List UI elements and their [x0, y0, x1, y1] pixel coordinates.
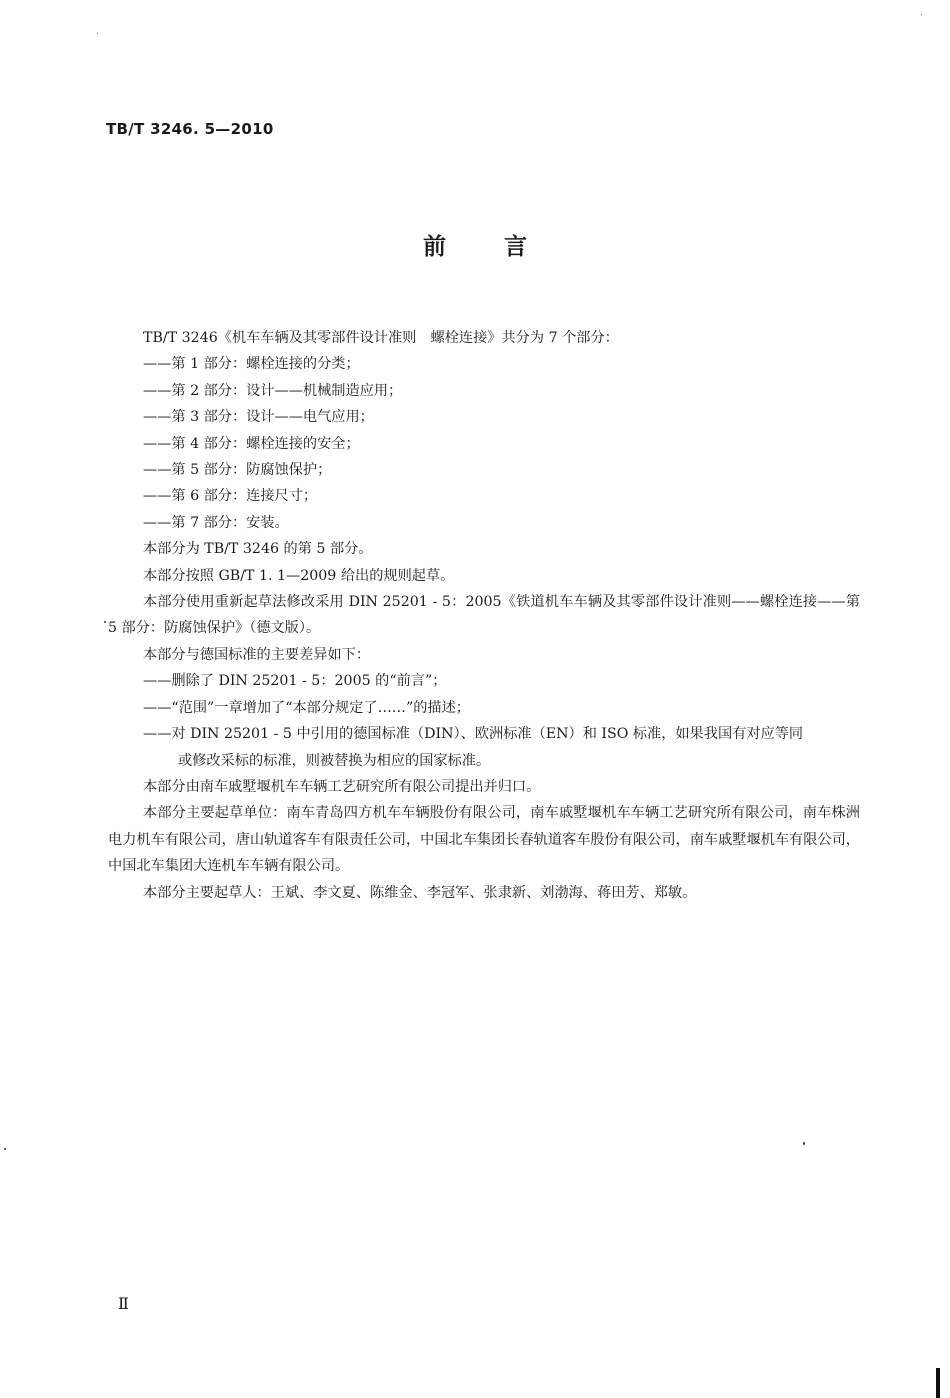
- title-char-1: 前: [423, 234, 446, 260]
- adoption-paragraph: 本部分使用重新起草法修改采用 DIN 25201 - 5：2005《铁道机车车辆及其零部件设计准则——螺栓连接——第 5 部分：防腐蚀保护》（德文版）。: [108, 594, 860, 637]
- scan-edge-mark: [936, 1368, 940, 1398]
- part-list-item: ——第 3 部分：设计——电气应用；: [143, 409, 374, 426]
- difference-list-item: [108, 721, 860, 774]
- differences-paragraph: 本部分与德国标准的主要差异如下：: [143, 646, 371, 663]
- foreword-body: [108, 325, 860, 906]
- drafting-units-paragraph: 本部分主要起草单位：南车青岛四方机车车辆股份有限公司，南车戚墅堰机车车辆工艺研究所有限公司，南车株洲电力机车有限公司，唐山轨道客车有限责任公司，中国北车集团长春轨道客车股份有限公司，南车戚墅堰机车有限公司，中国北车集团大连机车车辆有限公司。: [108, 805, 860, 875]
- document-code: TB/T 3246. 5—2010: [106, 120, 274, 138]
- page-number: Ⅱ: [118, 1294, 129, 1313]
- intro-paragraph: TB/T 3246《机车车辆及其零部件设计准则 螺栓连接》共分为 7 个部分：: [143, 330, 619, 346]
- difference-line-2: 或修改采标的标准，则被替换为相应的国家标准。: [178, 752, 491, 769]
- part-statement-paragraph: 本部分为 TB/T 3246 的第 5 部分。: [143, 541, 373, 558]
- scan-speck: [4, 1148, 6, 1150]
- title-char-2: 言: [504, 234, 527, 260]
- part-list-item: ——第 1 部分：螺栓连接的分类；: [143, 356, 360, 373]
- part-list-item: ——第 6 部分：连接尺寸；: [143, 488, 318, 505]
- scan-speck: [921, 14, 922, 15]
- scan-speck: [97, 33, 98, 34]
- part-list-item: ——第 7 部分：安装。: [143, 514, 289, 531]
- proposer-paragraph: 本部分由南车戚墅堰机车车辆工艺研究所有限公司提出并归口。: [143, 778, 541, 795]
- drafters-paragraph: 本部分主要起草人：王斌、李文夏、陈维金、李冠军、张隶新、刘渤海、蒋田芳、郑敏。: [143, 884, 697, 901]
- drafting-rules-paragraph: 本部分按照 GB/T 1. 1—2009 给出的规则起草。: [143, 567, 455, 584]
- page-title: [0, 228, 950, 261]
- part-list-item: ——第 2 部分：设计——机械制造应用；: [143, 382, 403, 399]
- part-list-item: ——第 4 部分：螺栓连接的安全；: [143, 435, 360, 452]
- part-list-item: ——第 5 部分：防腐蚀保护；: [143, 462, 332, 479]
- scan-speck: [803, 1142, 805, 1145]
- difference-line-1: ——对 DIN 25201 - 5 中引用的德国标准（DIN）、欧洲标准（EN）和 ISO 标准，如果我国有对应等同: [143, 726, 804, 743]
- difference-list-item: ——“范围”一章增加了“本部分规定了……”的描述；: [143, 699, 470, 716]
- difference-list-item: ——删除了 DIN 25201 - 5：2005 的“前言”；: [143, 673, 447, 690]
- scan-speck: [104, 621, 106, 623]
